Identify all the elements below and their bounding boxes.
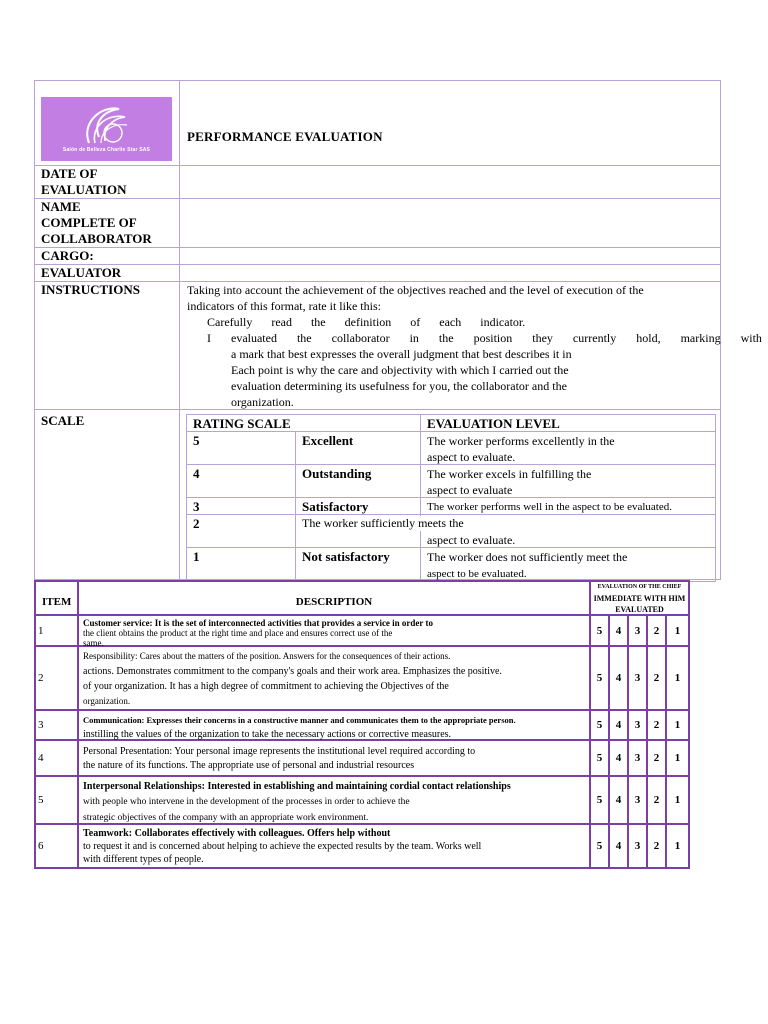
name-label: NAME COMPLETE OF COLLABORATOR	[35, 199, 180, 247]
logo-cell	[35, 81, 180, 165]
scale-label: SCALE	[35, 410, 180, 580]
score-2[interactable]: 2	[648, 825, 667, 867]
evaluation-table-header	[36, 582, 688, 616]
name-row	[35, 199, 720, 248]
score-4[interactable]: 4	[610, 741, 629, 775]
scale-row-5: 5 Excellent The worker performs excellently in the aspect to evaluate.	[187, 432, 715, 465]
score-1[interactable]: 1	[674, 794, 681, 806]
score-3[interactable]: 3	[629, 616, 648, 645]
score-4[interactable]: 4	[610, 711, 629, 739]
logo-text: Salón de Belleza Charlie Star SAS	[62, 147, 151, 153]
evaluator-row	[35, 265, 720, 282]
table-row: 6 Teamwork: Collaborates effectively with colleagues. Offers help without to request it and is concerned about helping to achieve the expected results by the team. Works well with different types of people. 5 4 3 2 1	[36, 825, 688, 867]
rating-scale-table	[186, 414, 716, 582]
date-field[interactable]	[180, 166, 720, 198]
scale-header-row	[187, 415, 715, 432]
score-1[interactable]: 1	[674, 840, 681, 852]
score-2[interactable]: 2	[648, 741, 667, 775]
title-row	[35, 81, 720, 166]
evaluation-items-table	[34, 580, 690, 869]
score-5[interactable]: 5	[591, 741, 610, 775]
table-row: 3 Communication: Expresses their concerns in a constructive manner and communicates them to the appropriate person. instilling the values of the organization to take the necessary actions or corrective measures. 5 4 3 2 1	[36, 711, 688, 741]
evaluation-header-table	[34, 80, 762, 580]
score-3[interactable]: 3	[629, 777, 648, 823]
evaluation-level-header: EVALUATION LEVEL	[427, 416, 560, 431]
table-row: 5 Interpersonal Relationships: Interested in establishing and maintaining cordial contact relationships with people who intervene in the development of the processes in order to achieve the strategic objectives of the company with an appropriate work environment. 5 4 3 2 1	[36, 777, 688, 825]
score-5[interactable]: 5	[591, 711, 610, 739]
item-header: ITEM	[42, 596, 72, 608]
rating-scale-header: RATING SCALE	[193, 416, 291, 431]
cargo-field[interactable]	[180, 248, 720, 264]
page-title: PERFORMANCE EVALUATION	[187, 129, 383, 144]
instructions-row	[35, 282, 762, 410]
evaluator-label: EVALUATOR	[35, 265, 180, 281]
table-row: 4 Personal Presentation: Your personal image represents the institutional level required according to the nature of its functions. The appropriate use of personal and industrial resources 5 4 3 2 1	[36, 741, 688, 777]
scale-row	[35, 410, 720, 580]
score-1[interactable]: 1	[674, 624, 681, 637]
score-2[interactable]: 2	[648, 711, 667, 739]
scale-row-1: 1 Not satisfactory The worker does not sufficiently meet the aspect to be evaluated.	[193, 549, 628, 580]
date-label: DATE OF EVALUATION	[35, 166, 180, 198]
score-4[interactable]: 4	[610, 777, 629, 823]
company-logo	[41, 97, 172, 161]
score-3[interactable]: 3	[629, 741, 648, 775]
score-5[interactable]: 5	[591, 777, 610, 823]
score-5[interactable]: 5	[591, 825, 610, 867]
date-row	[35, 166, 720, 199]
chief-evaluation-header: EVALUATION OF THE CHIEF IMMEDIATE WITH HIM EVALUATED	[593, 584, 686, 614]
scale-row-4: 4 Outstanding The worker excels in fulfilling the aspect to evaluate	[187, 465, 715, 498]
score-1[interactable]: 1	[674, 672, 681, 684]
score-3[interactable]: 3	[629, 711, 648, 739]
instructions-label: INSTRUCTIONS	[35, 282, 180, 409]
score-4[interactable]: 4	[610, 647, 629, 709]
evaluator-field[interactable]	[180, 265, 720, 281]
scale-row-2: 2 The worker sufficiently meets the aspect to evaluate.	[187, 515, 715, 548]
instructions-text: Taking into account the achievement of the objectives reached and the level of execution of the indicators of this format, rate it like this: Carefully read the definition of each indicator. I evaluated the collaborator in the position they currently hold, marking with a mark that best expresses the overall judgment that best describes it in Each point is why the care and objectivity with which I carried out the evaluation determining its usefulness for you, the collaborator and the organization.	[187, 283, 762, 409]
score-2[interactable]: 2	[648, 777, 667, 823]
score-3[interactable]: 3	[629, 647, 648, 709]
score-4[interactable]: 4	[610, 616, 629, 645]
scale-row-3: 3 Satisfactory The worker performs well in the aspect to be evaluated.	[187, 498, 715, 515]
table-row: 2 Responsibility: Cares about the matters of the position. Answers for the consequences of their actions. actions. Demonstrates commitment to the company's goals and their work area. Emphasizes the positive. of your organization. It has a high degree of commitment to achieving the Objectives of the organization. 5 4 3 2 1	[36, 647, 688, 711]
score-1[interactable]: 1	[674, 719, 681, 731]
cargo-row	[35, 248, 720, 265]
score-3[interactable]: 3	[629, 825, 648, 867]
collaborator-name-field[interactable]	[180, 199, 720, 247]
description-header: DESCRIPTION	[295, 596, 373, 608]
table-row: 1 Customer service: It is the set of interconnected activities that provides a service in order to the client obtains the product at the right time and place and ensures correct use of the same. 5 4 3 2 1	[36, 616, 688, 647]
score-1[interactable]: 1	[674, 752, 681, 764]
score-4[interactable]: 4	[610, 825, 629, 867]
score-5[interactable]: 5	[591, 647, 610, 709]
score-2[interactable]: 2	[648, 616, 667, 645]
cargo-label: CARGO:	[35, 248, 180, 264]
score-5[interactable]: 5	[591, 616, 610, 645]
score-2[interactable]: 2	[648, 647, 667, 709]
